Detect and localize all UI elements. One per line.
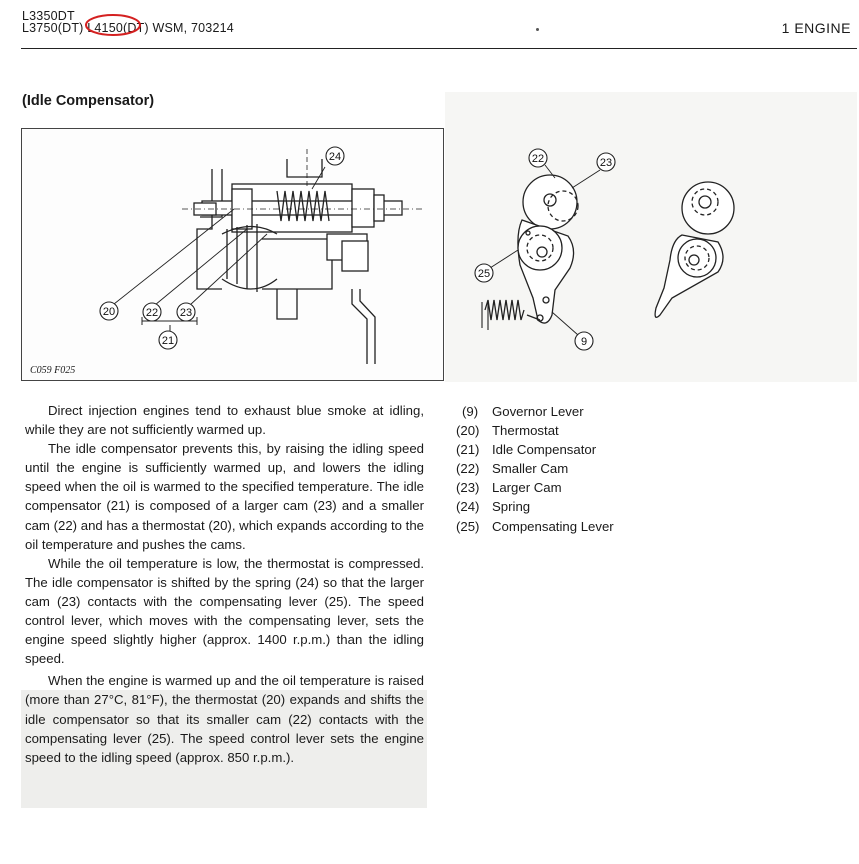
body-paragraph-4: When the engine is warmed up and the oil temperature is raised (more than 27°C, 81°F), the thermostat (20) expands and shifts the idle compensator so that its smaller cam (22) contacts with the compensating lever (25). The speed control lever sets the engine speed to the idling speed (approx. 850 r.p.m.).: [25, 673, 424, 765]
red-highlight-ellipse: [84, 12, 144, 38]
legend-item: [456, 440, 614, 459]
legend-number: (20): [456, 423, 480, 439]
legend-label: Idle Compensator: [492, 442, 597, 458]
legend-label: Thermostat: [492, 423, 559, 439]
idle-compensator-section-drawing: [22, 129, 443, 380]
legend-label: Smaller Cam: [492, 461, 569, 477]
legend-item: [456, 517, 614, 536]
legend-number: (21): [456, 442, 480, 458]
legend-item: [456, 421, 614, 440]
figure-code: C059 F025: [30, 365, 76, 376]
parts-legend: [456, 402, 614, 536]
legend-number: (24): [456, 499, 480, 515]
legend-number: (22): [456, 461, 480, 477]
legend-item: [456, 478, 614, 497]
model-line-1: L3350DT: [22, 9, 75, 23]
body-paragraph-1: Direct injection engines tend to exhaust blue smoke at idling, while they are not sufficiently warmed up.: [25, 403, 424, 438]
legend-label: Compensating Lever: [492, 518, 614, 534]
legend-label: Larger Cam: [492, 480, 562, 496]
section-heading: 1 ENGINE: [781, 20, 851, 36]
callout-21: 21: [161, 335, 175, 347]
callout-22: 22: [145, 307, 159, 319]
body-text: [25, 401, 424, 767]
legend-number: (25): [456, 518, 480, 534]
legend-item: [456, 497, 614, 516]
callout-22-right: 22: [531, 153, 545, 165]
model-highlight: L4150(DT): [87, 21, 149, 35]
legend-item: [456, 459, 614, 478]
body-paragraph-3: While the oil temperature is low, the thermostat is compressed. The idle compensator is shifted by the spring (24) so that the larger cam (23) contacts with the compensating lever (25). The speed control lever, which moves with the compensating lever, sets the engine speed slightly higher (approx. 1400 r.p.m.) than the idling speed.: [25, 555, 424, 667]
page-title: (Idle Compensator): [22, 93, 155, 109]
body-paragraph-2: The idle compensator prevents this, by raising the idling speed until the engine is sufficiently warmed up, and lowers the idling speed when the oil is warmed to the specified temperature. The idle compensator (21) is composed of a larger cam (23) and a smaller cam (22) and has a thermostat (20), which expands according to the oil temperature and pushes the cams.: [25, 441, 424, 552]
callout-20: 20: [102, 306, 116, 318]
legend-number: (9): [462, 404, 479, 419]
left-figure: [21, 128, 444, 381]
legend-number: (23): [456, 480, 480, 496]
callout-23: 23: [179, 307, 193, 319]
callout-23-right: 23: [599, 157, 613, 169]
legend-label: Spring: [492, 499, 531, 515]
scan-dot: [536, 28, 539, 31]
callout-25-right: 25: [477, 268, 491, 280]
legend-item: [456, 402, 614, 421]
callout-9-right: 9: [580, 336, 588, 348]
cam-position-drawing: [460, 140, 760, 355]
legend-label: Governor Lever: [492, 404, 584, 419]
model-prefix: L3750(DT): [22, 21, 84, 35]
callout-24: 24: [328, 151, 342, 163]
model-suffix: WSM, 703214: [152, 21, 234, 35]
header-rule: [21, 48, 857, 49]
